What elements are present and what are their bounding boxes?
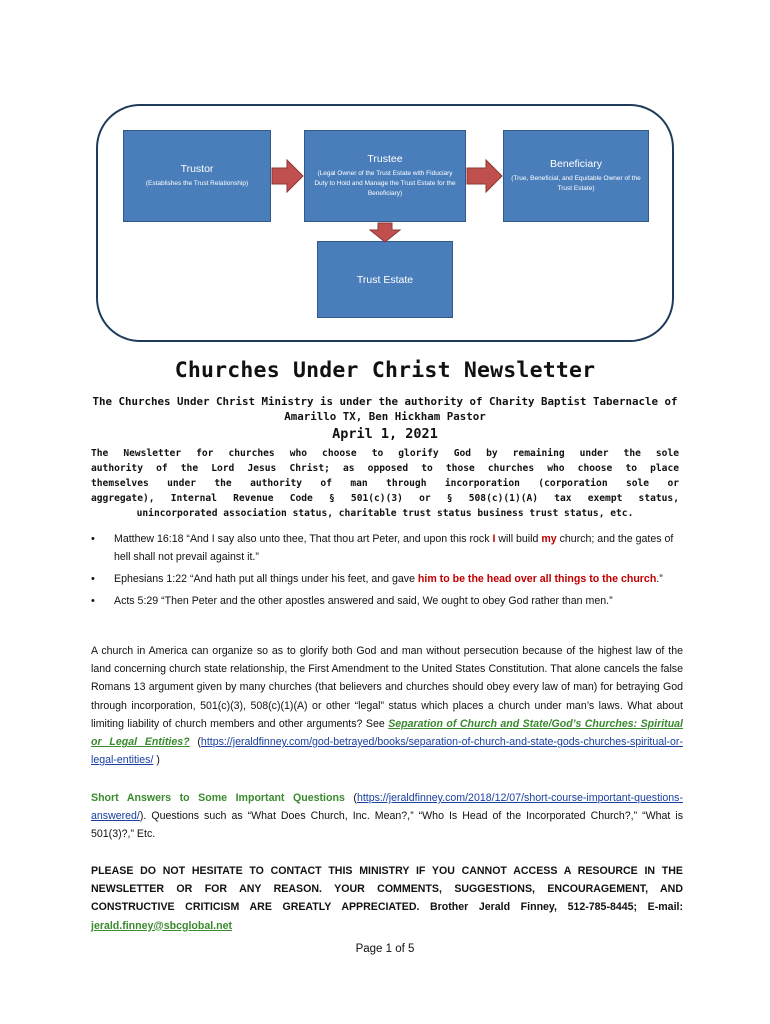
arrow-trustee-to-beneficiary bbox=[467, 160, 502, 192]
arrow-trustor-to-trustee bbox=[272, 160, 303, 192]
intro-line: themselves under the authority of man through incorporation (corporation sole or bbox=[91, 478, 679, 489]
verse-emphasis: my bbox=[541, 533, 557, 545]
newsletter-date: April 1, 2021 bbox=[332, 426, 438, 442]
scripture-list bbox=[91, 530, 683, 614]
email-link[interactable]: jerald.finney@sbcglobal.net bbox=[91, 919, 233, 932]
main-paragraph bbox=[91, 642, 683, 769]
bullet-icon: • bbox=[91, 595, 95, 607]
newsletter-subtitle: The Churches Under Christ Ministry is under the authority of Charity Baptist Tabernacle of Amarillo TX, Ben Hickham Pastor bbox=[92, 395, 678, 423]
short-answers-heading: Short Answers to Some Important Questions bbox=[91, 792, 345, 804]
verse-text: .” bbox=[656, 573, 663, 585]
paragraph-text: ). Questions such as “What Does Church, Inc. Mean?,” “Who Is Head of the Incorporated Church?,” “What is 501(3)?,” Etc. bbox=[91, 810, 683, 841]
verse-text: Ephesians 1:22 “And hath put all things under his feet, and gave bbox=[114, 573, 418, 585]
short-answers-paragraph bbox=[91, 789, 683, 844]
bullet-icon: • bbox=[91, 533, 95, 545]
trust-estate-title: Trust Estate bbox=[356, 273, 414, 286]
contact-text: PLEASE DO NOT HESITATE TO CONTACT THIS MINISTRY IF YOU CANNOT ACCESS A RESOURCE IN THE NEWSLETTER OR FOR ANY REASON. YOUR COMMENTS, SUGGESTIONS, ENCOURAGEMENT, AND CONSTRUCTIVE CRITICISM ARE GREATLY APPRECIATED. Brother Jerald Finney, 512-785-8445; E-mail: bbox=[91, 865, 683, 914]
verse-emphasis: I bbox=[492, 533, 496, 545]
intro-statement bbox=[91, 446, 679, 521]
newsletter-title: Churches Under Christ Newsletter bbox=[174, 358, 596, 383]
list-item bbox=[91, 570, 683, 588]
verse-text: will build bbox=[495, 533, 542, 545]
diagram-arrows bbox=[0, 0, 770, 360]
bullet-icon: • bbox=[91, 573, 95, 585]
trustee-title: Trustee bbox=[367, 153, 403, 165]
verse-emphasis: him to be the head over all things to the church bbox=[417, 573, 657, 585]
intro-line: authority of the Lord Jesus Christ; as opposed to those churches who choose to place bbox=[91, 463, 679, 474]
list-item bbox=[91, 530, 683, 566]
separation-book-link[interactable]: Separation of Church and State/God’s Churches: Spiritual or Legal Entities? bbox=[91, 717, 683, 749]
paren-open: ( bbox=[189, 736, 201, 749]
intro-line: aggregate), Internal Revenue Code § 501(c)(3) or § 508(c)(1)(A) tax exempt status, bbox=[91, 493, 679, 504]
paren-close: ) bbox=[153, 754, 160, 767]
paren-open: ( bbox=[344, 792, 357, 804]
intro-line: The Newsletter for churches who choose to glorify God by remaining under the sole bbox=[91, 448, 679, 459]
short-answers-url[interactable]: https://jeraldfinney.com/2018/12/07/short-course-important-questions-answered/ bbox=[91, 792, 683, 823]
trustor-title: Trustor bbox=[180, 163, 214, 175]
contact-paragraph bbox=[91, 862, 683, 935]
beneficiary-title: Beneficiary bbox=[550, 158, 602, 170]
separation-book-url[interactable]: https://jeraldfinney.com/god-betrayed/books/separation-of-church-and-state-gods-churches-spiritual-or-legal-entities/ bbox=[91, 736, 683, 767]
list-item bbox=[91, 592, 683, 610]
intro-line: unincorporated association status, charitable trust status business trust status, etc. bbox=[136, 508, 634, 519]
paragraph-text: A church in America can organize so as to glorify both God and man without persecution because of the highest law of the land concerning church state relationship, the First Amendment to the United States Constitution. That alone cancels the false Romans 13 argument given by many churches (that believers and churches should obey every law of man) for betraying God through incorporation, 501(c)(3), 508(c)(1)(A) or other “legal” status which places a church under man’s laws. What about limiting liability of church members and other arguments? See bbox=[91, 645, 683, 730]
arrow-trustee-to-estate bbox=[370, 223, 400, 242]
beneficiary-subtitle: (True, Beneficial, and Equitable Owner of the Trust Estate) bbox=[511, 175, 641, 192]
verse-text: Matthew 16:18 “And I say also unto thee, That thou art Peter, and upon this rock bbox=[114, 533, 493, 545]
verse-text: church; and the gates of hell shall not prevail against it.” bbox=[114, 533, 674, 563]
trustor-subtitle: (Establishes the Trust Relationship) bbox=[145, 180, 249, 187]
trustee-subtitle: (Legal Owner of the Trust Estate with Fiduciary Duty to Hold and Manage the Trust Estate for the Beneficiary) bbox=[314, 170, 456, 197]
page-number: Page 1 of 5 bbox=[355, 943, 415, 955]
verse-text: Acts 5:29 “Then Peter and the other apostles answered and said, We ought to obey God rather than men.” bbox=[114, 595, 613, 607]
